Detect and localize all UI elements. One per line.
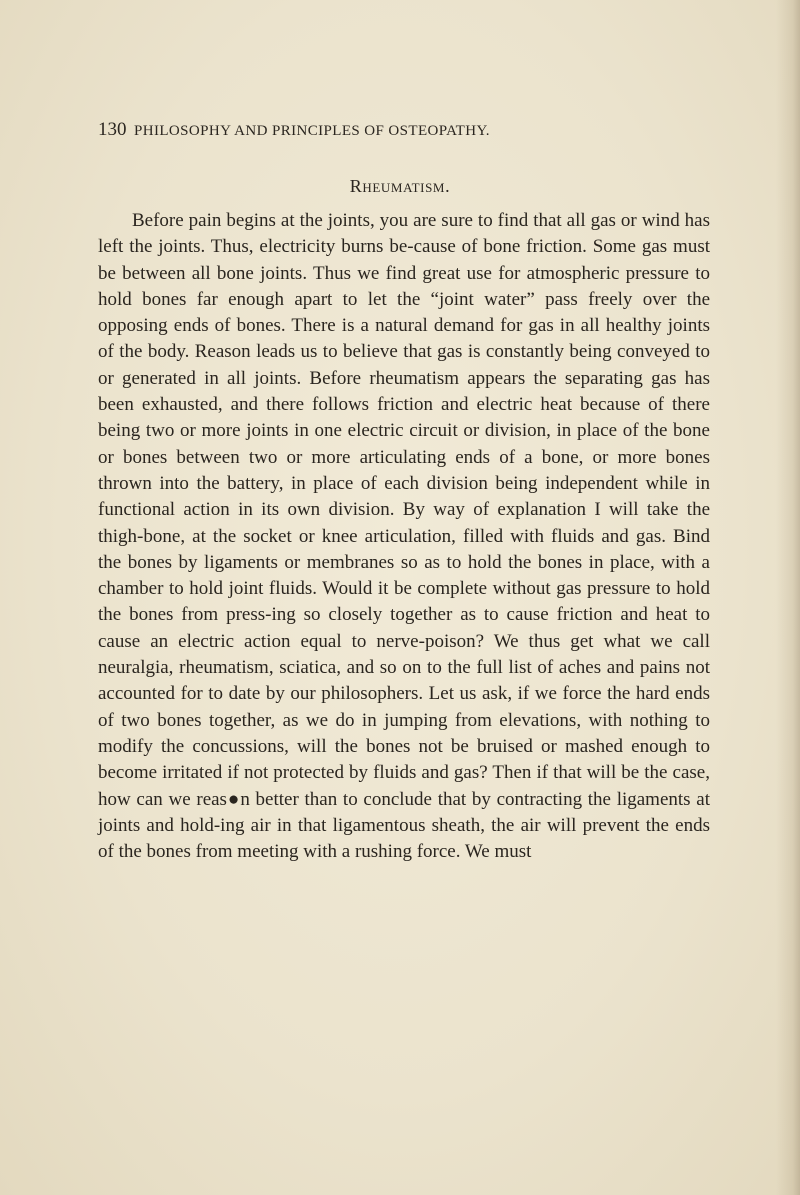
page-number: 130 [98,119,127,140]
running-title: PHILOSOPHY AND PRINCIPLES OF OSTEOPATHY. [134,123,490,139]
running-head [98,118,710,144]
body-paragraph: Before pain begins at the joints, you are sure to find that all gas or wind has left the joints. Thus, electricity burns be-cause of bone friction. Some gas must be between all bone joints. Thus we find great use for atmospheric pressure to hold bones far enough apart to let the “joint water” pass freely over the opposing ends of bones. There is a natural demand for gas in all healthy joints of the body. Reason leads us to believe that gas is constantly being conveyed to or generated in all joints. Before rheumatism appears the separating gas has been exhausted, and there follows friction and electric heat because of there being two or more joints in one electric circuit or division, in place of the bone or bones between two or more articulating ends of a bone, or more bones thrown into the battery, in place of each division being independent while in functional action in its own division. By way of explanation I will take the thigh-bone, at the socket or knee articulation, filled with fluids and gas. Bind the bones by ligaments or membranes so as to hold the bones in place, with a chamber to hold joint fluids. Would it be complete without gas pressure to hold the bones from press-ing so closely together as to cause friction and heat to cause an electric action equal to nerve-poison? We thus get what we call neuralgia, rheumatism, sciatica, and so on to the full list of aches and pains not accounted for to date by our philosophers. Let us ask, if we force the hard ends of two bones together, as we do in jumping from elevations, with nothing to modify the concussions, will the bones not be bruised or mashed enough to become irritated if not protected by fluids and gas? Then if that will be the case, how can we reas●n better than to conclude that by contracting the ligaments at joints and hold-ing air in that ligamentous sheath, the air will prevent the ends of the bones from meeting with a rushing force. We must [98,210,710,863]
section-title: Rheumatism. [349,176,451,196]
